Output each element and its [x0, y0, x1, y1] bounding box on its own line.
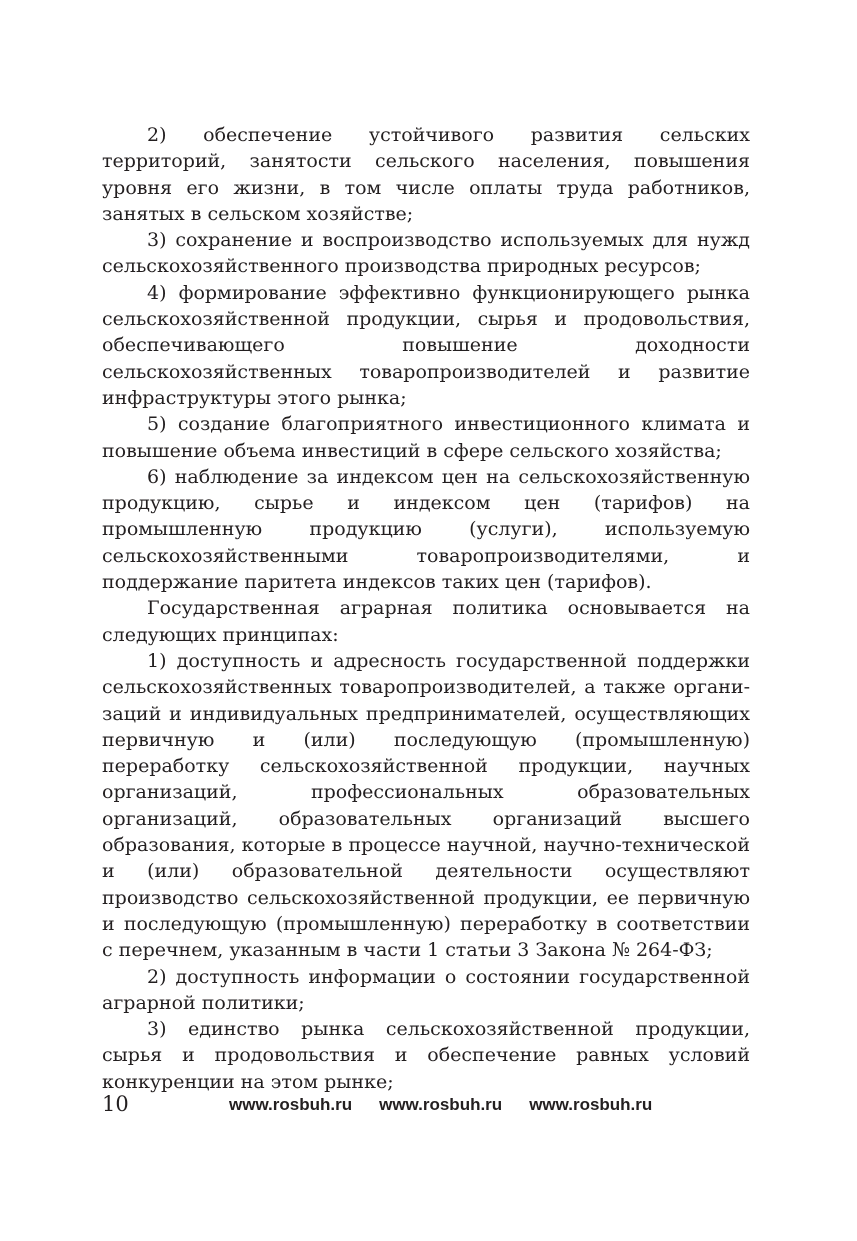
paragraph-goal-2: 2) обеспечение устойчивого развития сельских территорий, занятости сельского населения, повышения уровня его жизни, в том числе оплаты труда работников, занятых в сельском хозяйстве;: [102, 124, 750, 225]
page-number: 10: [102, 1092, 129, 1116]
paragraph-goal-6: 6) наблюдение за индексом цен на сельскохозяйственную продукцию, сырье и индексом цен (тарифов) на промышленную продукцию (услуги), используемую сельскохозяйственными товаропроизводителями, и поддержание паритета индексов таких цен (тарифов).: [102, 465, 750, 594]
paragraph-goal-5: 5) создание благоприятного инвестиционного климата и повышение объема инвестиций в сфере сельского хозяйства;: [102, 413, 750, 462]
paragraph-principle-3: 3) единство рынка сельскохозяйственной продукции, сырья и продовольствия и обеспечение равных условий конкуренции на этом рынке;: [102, 1018, 750, 1093]
paragraph-principle-2: 2) доступность информации о состоянии государственной аграрной политики;: [102, 965, 750, 1014]
paragraph-principle-1: 1) доступность и адресность государственной поддержки сельскохозяйственных товаропроизводителей, а также организаций и индивидуальных предпринимателей, осуществляющих первичную и (или) последующую (промышленную) переработку сельскохозяйственной продукции, научных организаций, профессиональных образовательных организаций, образовательных организаций высшего образования, которые в процессе научной, научно-технической и (или) образовательной деятельности осуществляют производство сельскохозяйственной продукции, ее первичную и последующую (промышленную) переработку в соответствии с перечнем, указанным в части 1 статьи 3 Закона № 264-ФЗ;: [102, 649, 750, 962]
paragraph-principles-intro: Государственная аграрная политика основывается на следующих принципах:: [102, 597, 750, 646]
site-link[interactable]: www.rosbuh.ru: [529, 1095, 653, 1114]
page-body-text: [102, 122, 750, 1095]
site-link[interactable]: www.rosbuh.ru: [379, 1095, 503, 1114]
footer-site-links: [229, 1092, 652, 1118]
site-link[interactable]: www.rosbuh.ru: [229, 1095, 353, 1114]
page-footer: [102, 1090, 750, 1118]
paragraph-goal-4: 4) формирование эффективно функционирующего рынка сельскохозяйственной продукции, сырья и продовольствия, обеспечивающего повышение доходности сельскохозяйственных товаропроизводителей и развитие инфраструктуры этого рынка;: [102, 281, 750, 409]
paragraph-goal-3: 3) сохранение и воспроизводство используемых для нужд сельскохозяйственного производства природных ресурсов;: [102, 229, 750, 278]
